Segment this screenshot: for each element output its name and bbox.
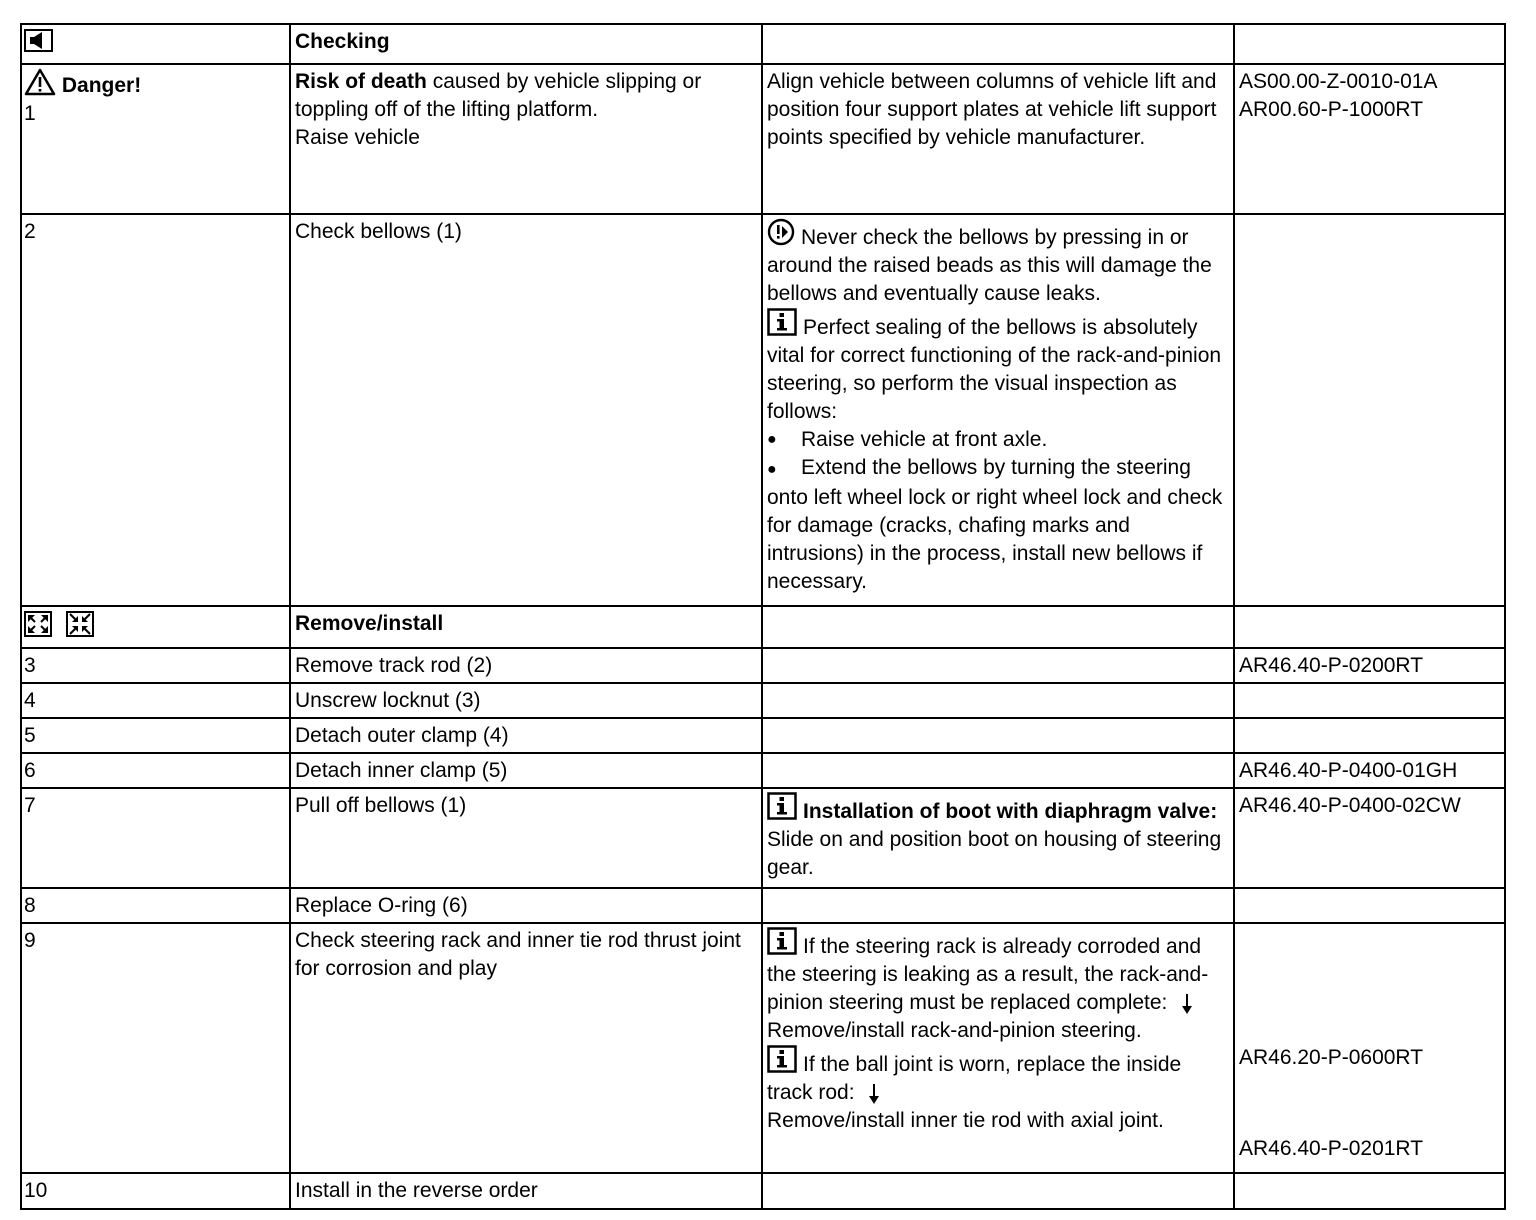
step-number: 1 bbox=[24, 102, 36, 125]
step-action: Replace O-ring (6) bbox=[290, 888, 762, 923]
caution-circle-icon bbox=[767, 218, 795, 246]
danger-text bbox=[295, 68, 757, 124]
step-number: 3 bbox=[21, 648, 290, 683]
danger-reference-link[interactable]: AS00.00-Z-0010-01A bbox=[1239, 70, 1438, 93]
step-number: 4 bbox=[21, 683, 290, 718]
info-text: If the steering rack is already corroded and the steering is leaking as a result, the rack-and-pinion steering must be replaced complete: bbox=[767, 935, 1209, 1014]
step-row-6 bbox=[21, 753, 1505, 788]
step3-reference-link[interactable]: AR46.40-P-0200RT bbox=[1234, 648, 1505, 683]
step-action: Pull off bellows (1) bbox=[290, 788, 762, 888]
step-number: 9 bbox=[21, 923, 290, 1173]
bullet-icon: ● bbox=[767, 461, 777, 478]
danger-instruction: Align vehicle between columns of vehicle lift and position four support plates at vehicle lift support points specified by vehicle manufacturer. bbox=[762, 64, 1234, 214]
warning-triangle-icon bbox=[24, 68, 56, 96]
danger-risk: Risk of death bbox=[295, 70, 427, 93]
info-note bbox=[767, 1045, 1229, 1107]
step-action: Install in the reverse order bbox=[290, 1173, 762, 1209]
section-row-checking bbox=[21, 24, 1505, 64]
step-row-8 bbox=[21, 888, 1505, 923]
compress-icon bbox=[66, 611, 94, 637]
step-number: 6 bbox=[21, 753, 290, 788]
bullet-item: ● Extend the bellows by turning the steering onto left wheel lock or right wheel lock and check for damage (cracks, chafing marks and intrusions) in the process, install new bellows if necessary. bbox=[767, 456, 1223, 593]
note-title: Installation of boot with diaphragm valve: bbox=[803, 800, 1218, 823]
step-number: 5 bbox=[21, 718, 290, 753]
step-number: 10 bbox=[21, 1173, 290, 1209]
info-icon bbox=[767, 308, 797, 336]
danger-label: Danger! bbox=[61, 74, 142, 97]
info-text: If the ball joint is worn, replace the inside track rod: bbox=[767, 1053, 1182, 1104]
speaker-icon bbox=[24, 29, 54, 53]
section-row-remove-install bbox=[21, 606, 1505, 648]
step-row-9 bbox=[21, 923, 1505, 1173]
bullet-icon: ● bbox=[767, 431, 777, 448]
info-icon bbox=[767, 792, 797, 820]
caution-note bbox=[767, 218, 1229, 308]
step-row-4 bbox=[21, 683, 1505, 718]
step-action: Detach outer clamp (4) bbox=[290, 718, 762, 753]
info-text: Perfect sealing of the bellows is absolutely vital for correct functioning of the rack-and-pinion steering, so perform the visual inspection as follows: bbox=[767, 316, 1222, 423]
rack-and-pinion-link[interactable]: Remove/install rack-and-pinion steering. bbox=[767, 1019, 1142, 1042]
info-note bbox=[767, 927, 1229, 1017]
step6-reference-link[interactable]: AR46.40-P-0400-01GH bbox=[1234, 753, 1505, 788]
arrow-down-icon bbox=[1179, 993, 1195, 1015]
info-icon bbox=[767, 927, 797, 955]
caution-text: Never check the bellows by pressing in or around the raised beads as this will damage the bellows and eventually cause leaks. bbox=[767, 226, 1212, 305]
step-row-3 bbox=[21, 648, 1505, 683]
step-action: Raise vehicle bbox=[295, 126, 420, 149]
step-action: Detach inner clamp (5) bbox=[290, 753, 762, 788]
section-title-checking: Checking bbox=[290, 24, 762, 64]
bullet-item: ● Raise vehicle at front axle. bbox=[767, 426, 1229, 454]
procedure-table bbox=[20, 23, 1506, 1210]
step-action: Unscrew locknut (3) bbox=[290, 683, 762, 718]
info-note bbox=[767, 792, 1229, 882]
arrow-down-icon bbox=[866, 1083, 882, 1105]
step-action: Check steering rack and inner tie rod thrust joint for corrosion and play bbox=[290, 923, 762, 1173]
step-action: Check bellows (1) bbox=[290, 214, 762, 606]
step1-reference-link[interactable]: AR00.60-P-1000RT bbox=[1239, 98, 1424, 121]
expand-icon bbox=[24, 611, 52, 637]
step-number: 8 bbox=[21, 888, 290, 923]
step-row-7 bbox=[21, 788, 1505, 888]
step7-reference-link[interactable]: AR46.40-P-0400-02CW bbox=[1234, 788, 1505, 888]
section-title-remove-install: Remove/install bbox=[290, 606, 762, 648]
step-number: 2 bbox=[21, 214, 290, 606]
step-action: Remove track rod (2) bbox=[290, 648, 762, 683]
step-row-5 bbox=[21, 718, 1505, 753]
step9-reference-link-2[interactable]: AR46.40-P-0201RT bbox=[1239, 1137, 1424, 1160]
step-number: 7 bbox=[21, 788, 290, 888]
inner-tie-rod-link[interactable]: Remove/install inner tie rod with axial joint. bbox=[767, 1109, 1164, 1132]
danger-risk-detail: caused by vehicle slipping or toppling off of the lifting platform. bbox=[295, 70, 702, 121]
note-text: Slide on and position boot on housing of steering gear. bbox=[767, 828, 1222, 879]
info-icon bbox=[767, 1045, 797, 1073]
step9-reference-link-1[interactable]: AR46.20-P-0600RT bbox=[1239, 1046, 1424, 1069]
info-note bbox=[767, 308, 1229, 426]
step-row-10 bbox=[21, 1173, 1505, 1209]
step-row-danger bbox=[21, 64, 1505, 214]
step-row-2 bbox=[21, 214, 1505, 606]
